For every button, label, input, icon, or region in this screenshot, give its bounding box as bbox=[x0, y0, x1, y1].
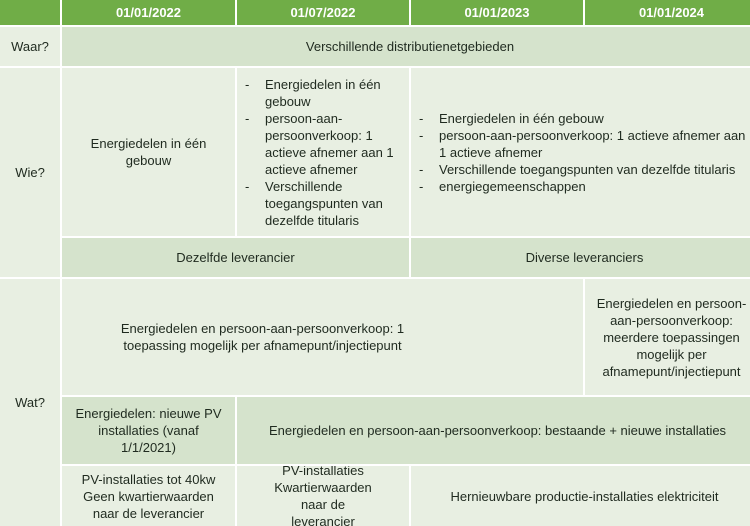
list-item: - Energiedelen in één gebouw bbox=[411, 110, 748, 127]
list-item: - energiegemeenschappen bbox=[411, 178, 748, 195]
supplier-same-cell: Dezelfde leverancier bbox=[62, 238, 409, 277]
pv40-cell: PV-installaties tot 40kw Geen kwartierwaarden naar de leverancier bbox=[62, 466, 235, 526]
date-header: 01/07/2022 bbox=[237, 0, 409, 25]
row-label-wat: Wat? bbox=[0, 279, 60, 526]
single-application-cell: Energiedelen en persoon-aan-persoonverkoop: 1 toepassing mogelijk per afnamepunt/injectiepunt bbox=[62, 279, 583, 395]
wie-2022b-list bbox=[237, 76, 403, 229]
wie-2023-cell bbox=[411, 68, 750, 236]
renewable-cell: Hernieuwbare productie-installaties elektriciteit bbox=[411, 466, 750, 526]
date-header: 01/01/2024 bbox=[585, 0, 750, 25]
supplier-diverse-cell: Diverse leveranciers bbox=[411, 238, 750, 277]
waar-cell: Verschillende distributienetgebieden bbox=[62, 27, 750, 66]
list-item: - Verschillende toegangspunten van dezelfde titularis bbox=[237, 178, 403, 229]
date-header: 01/01/2023 bbox=[411, 0, 583, 25]
wie-2023-list bbox=[411, 110, 748, 195]
list-item: - persoon-aan-persoonverkoop: 1 actieve afnemer aan 1 actieve afnemer bbox=[411, 127, 748, 161]
wie-2022-cell: Energiedelen in één gebouw bbox=[62, 68, 235, 236]
wie-2022b-cell bbox=[237, 68, 409, 236]
row-label-wie: Wie? bbox=[0, 68, 60, 277]
multi-application-cell: Energiedelen en persoon-aan-persoonverkoop: meerdere toepassingen mogelijk per afnamepunt/injectiepunt bbox=[585, 279, 750, 395]
table-corner bbox=[0, 0, 60, 25]
new-pv-cell: Energiedelen: nieuwe PV installaties (vanaf 1/1/2021) bbox=[62, 397, 235, 464]
pv-quarter-cell: PV-installaties Kwartierwaarden naar de leverancier bbox=[237, 466, 409, 526]
list-item: - Energiedelen in één gebouw bbox=[237, 76, 403, 110]
list-item: - Verschillende toegangspunten van dezelfde titularis bbox=[411, 161, 748, 178]
date-header: 01/01/2022 bbox=[62, 0, 235, 25]
list-item: - persoon-aan-persoonverkoop: 1 actieve afnemer aan 1 actieve afnemer bbox=[237, 110, 403, 178]
row-label-waar: Waar? bbox=[0, 27, 60, 66]
existing-new-cell: Energiedelen en persoon-aan-persoonverkoop: bestaande + nieuwe installaties bbox=[237, 397, 750, 464]
